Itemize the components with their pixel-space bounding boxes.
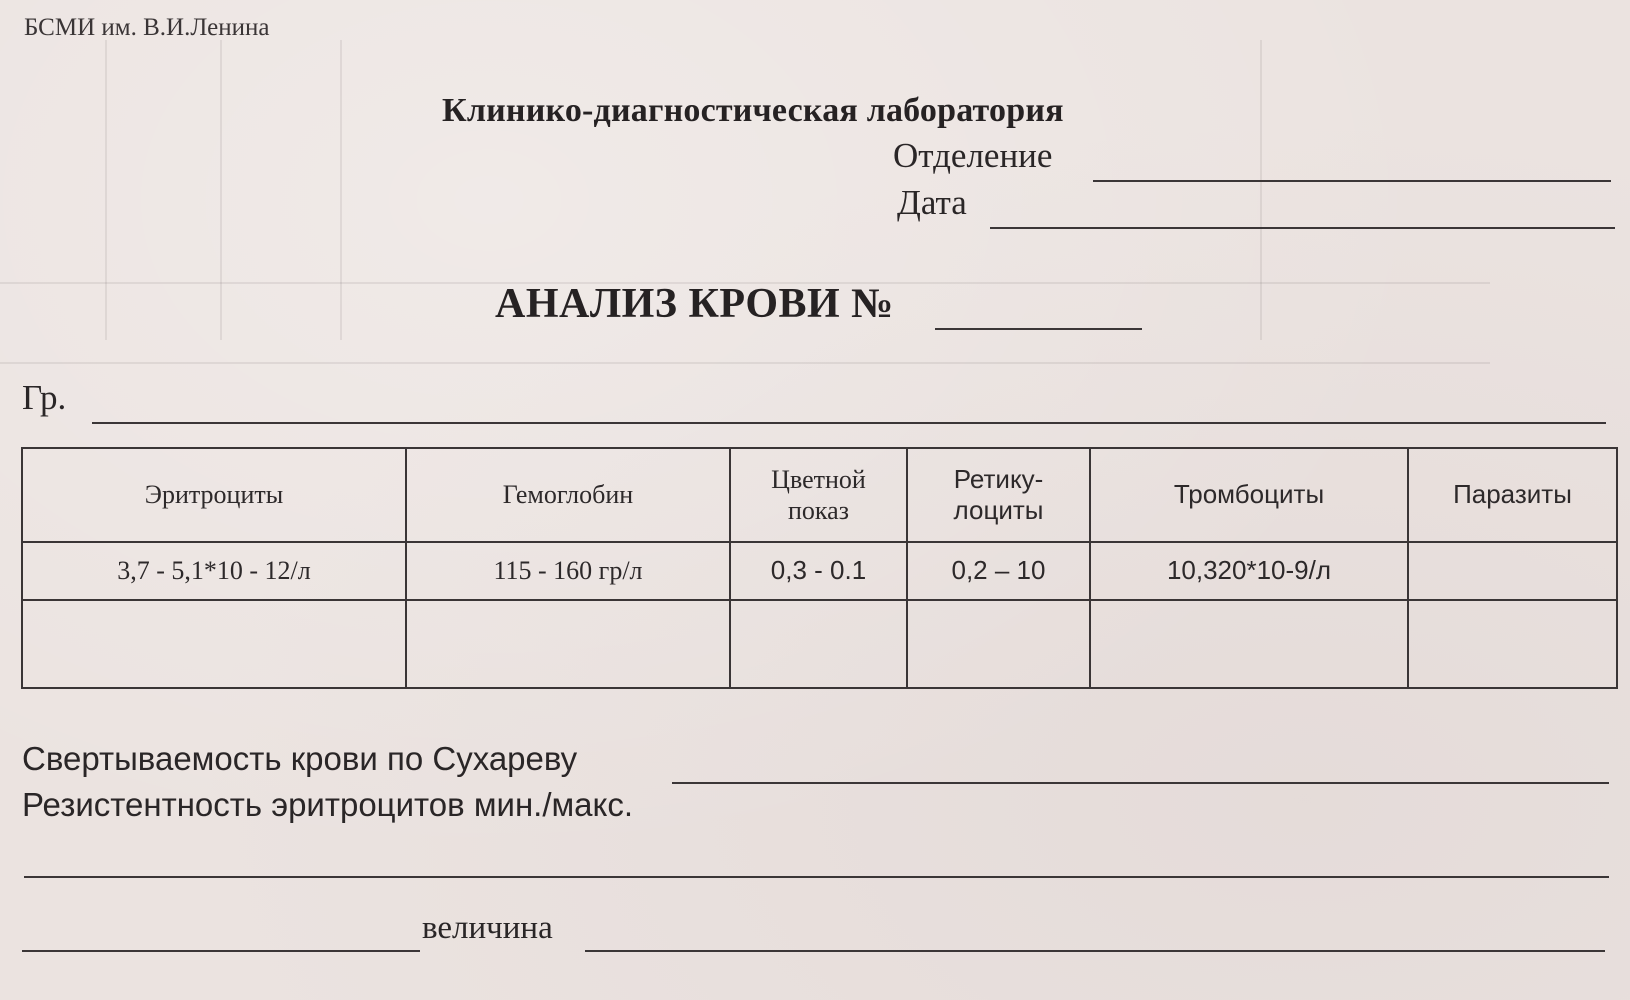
table-norms-row [22,542,1617,600]
result-hemoglobin[interactable] [406,600,730,688]
result-reticulocytes[interactable] [907,600,1090,688]
table-header-row [22,448,1617,542]
date-field[interactable] [990,227,1615,229]
group-field[interactable] [92,422,1606,424]
norm-parasites [1408,542,1617,600]
norm-reticulocytes: 0,2 – 10 [907,542,1090,600]
department-field[interactable] [1093,180,1611,182]
header-reticulocytes [907,448,1090,542]
bleed-through-line [105,40,107,340]
table-results-row [22,600,1617,688]
header-hemoglobin: Гемоглобин [406,448,730,542]
bleed-through-line [1260,40,1262,340]
bleed-through-line [220,40,222,340]
result-parasites[interactable] [1408,600,1617,688]
institution-name: БСМИ им. В.И.Ленина [24,14,270,41]
norm-erythrocytes: 3,7 - 5,1*10 - 12/л [22,542,406,600]
norm-hemoglobin: 115 - 160 гр/л [406,542,730,600]
bleed-through-line [340,40,342,340]
coagulation-field[interactable] [672,782,1609,784]
norm-color-index: 0,3 - 0.1 [730,542,907,600]
bleed-through-line [0,362,1490,364]
resistance-label: Резистентность эритроцитов мин./макс. [22,786,634,823]
department-label: Отделение [893,136,1053,175]
group-label: Гр. [22,378,67,417]
result-erythrocytes[interactable] [22,600,406,688]
header-erythrocytes: Эритроциты [22,448,406,542]
analysis-number-field[interactable] [935,328,1142,330]
header-platelets: Тромбоциты [1090,448,1408,542]
value-prefix-field[interactable] [22,950,420,952]
result-color-index[interactable] [730,600,907,688]
coagulation-label: Свертываемость крови по Сухареву [22,740,578,777]
norm-platelets: 10,320*10-9/л [1090,542,1408,600]
date-label: Дата [897,183,967,222]
header-color-index [730,448,907,542]
value-field[interactable] [585,950,1605,952]
header-parasites: Паразиты [1408,448,1617,542]
blood-test-table [21,447,1618,689]
lab-title: Клинико-диагностическая лаборатория [442,92,1064,129]
result-platelets[interactable] [1090,600,1408,688]
header-reticulocytes-text: Ретику-лоциты [953,463,1044,525]
resistance-field[interactable] [24,876,1609,878]
header-color-index-text: Цветной показ [771,464,866,525]
analysis-title: АНАЛИЗ КРОВИ № [495,281,894,327]
value-label: величина [422,910,553,946]
